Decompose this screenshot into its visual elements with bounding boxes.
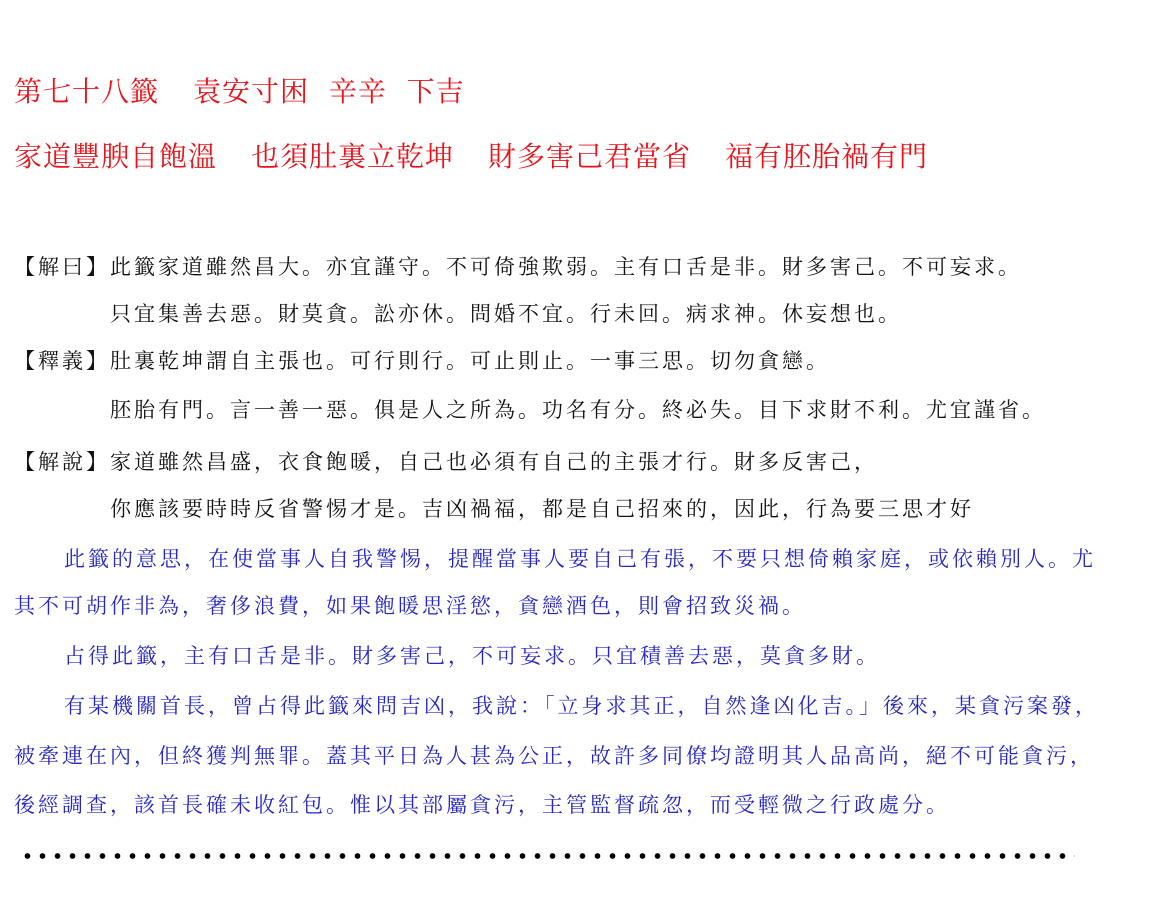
commentary-line: 占得此籤，主有口舌是非。財多害己，不可妄求。只宜積善去惡，莫貪多財。 <box>64 644 880 668</box>
lot-title <box>14 75 465 108</box>
lot-number: 第七十八籤 <box>14 75 160 108</box>
section-tag: 【解說】 <box>14 450 110 474</box>
section-line: 肚裏乾坤謂自主張也。可行則行。可止則止。一事三思。切勿貪戀。 <box>110 349 830 373</box>
poem-line: 福有胚胎禍有門 <box>725 140 929 173</box>
commentary-line: 此籤的意思，在使當事人自我警惕，提醒當事人要自己有張，不要只想倚賴家庭，或依賴別人。尤 <box>64 547 1096 571</box>
section-shiyi <box>14 351 830 372</box>
poem-line: 也須肚裏立乾坤 <box>251 140 455 173</box>
poem-line: 財多害己君當省 <box>488 140 692 173</box>
section-line: 此籤家道雖然昌大。亦宜謹守。不可倚強欺弱。主有口舌是非。財多害己。不可妄求。 <box>110 255 1022 279</box>
commentary-line: 後經調查，該首長確未收紅包。惟以其部屬貪污，主管監督疏忽，而受輕微之行政處分。 <box>14 793 950 817</box>
lot-poem <box>14 140 929 173</box>
section-tag: 【釋義】 <box>14 349 110 373</box>
poem-line: 家道豐腴自飽溫 <box>14 140 218 173</box>
section-line: 你應該要時時反省警惕才是。吉凶禍福，都是自己招來的，因此，行為要三思才好 <box>110 497 974 521</box>
section-jieshuo <box>14 452 878 473</box>
lot-grade: 下吉 <box>406 75 465 108</box>
dotted-divider <box>20 851 1075 861</box>
section-line: 胚胎有門。言一善一惡。俱是人之所為。功名有分。終必失。目下求財不利。尤宜謹省。 <box>110 398 1046 422</box>
section-line: 家道雖然昌盛，衣食飽暖，自己也必須有自己的主張才行。財多反害己， <box>110 450 878 474</box>
section-jieyue <box>14 257 1022 278</box>
lot-story: 袁安寸困 <box>193 75 310 108</box>
commentary-line: 有某機關首長，曾占得此籤來問吉凶，我說：「立身求其正，自然逢凶化吉。」後來，某貪污案發， <box>64 694 1099 718</box>
lot-stems: 辛辛 <box>328 75 387 108</box>
commentary-line: 其不可胡作非為，奢侈浪費，如果飽暖思淫慾，貪戀酒色，則會招致災禍。 <box>14 594 806 618</box>
section-line: 只宜集善去惡。財莫貪。訟亦休。問婚不宜。行未回。病求神。休妄想也。 <box>110 302 902 326</box>
section-tag: 【解曰】 <box>14 255 110 279</box>
commentary-line: 被牽連在內，但終獲判無罪。蓋其平日為人甚為公正，故許多同僚均證明其人品高尚，絕不可能貪污， <box>14 744 1094 768</box>
